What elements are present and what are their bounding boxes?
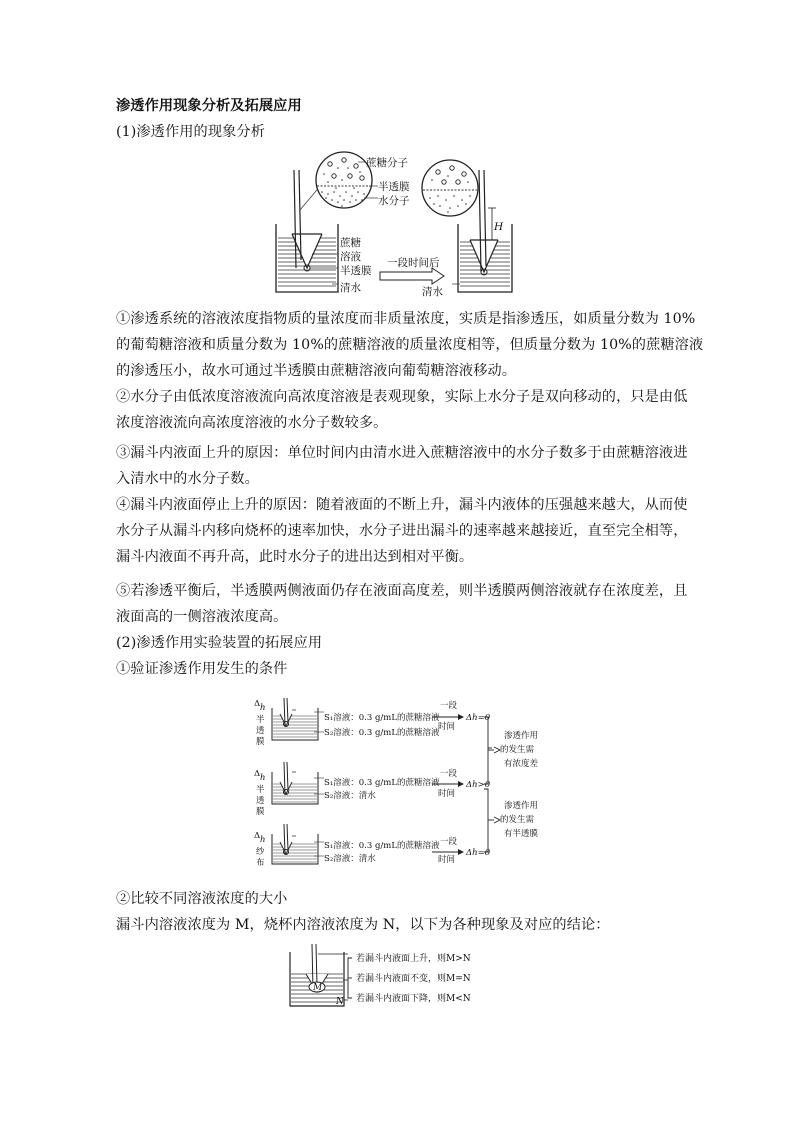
subsection-title-1: (1)渗透作用的现象分析 <box>116 124 265 140</box>
delta-2: Δ <box>254 769 261 779</box>
para4-line2: 水分子从漏斗内移向烧杯的速率加快，水分子进出漏斗的速率越来越接近，直至完全相等， <box>116 523 688 539</box>
right-magnified-view <box>422 160 478 216</box>
row2-s2: S₂溶液：清水 <box>324 791 376 801</box>
label-sucrose: 蔗糖 <box>340 237 361 249</box>
row2-time-b: 时间 <box>438 789 456 799</box>
row1-s1: S₁溶液：0.3 g/mL的蔗糖溶液 <box>324 713 440 723</box>
left-magnified-view <box>316 152 372 208</box>
para2-line1: ②水分子由低浓度溶液流向高浓度溶液是表观现象，实际上水分子是双向移动的，只是由低 <box>116 389 688 405</box>
para1-line2: 的葡萄糖溶液和质量分数为 10%的蔗糖溶液的质量浓度相等，但质量分数为 10%的蔗糖溶液 <box>116 337 704 353</box>
row1-time-a: 一段 <box>440 701 458 711</box>
row2-time-a: 一段 <box>440 769 458 779</box>
para5-line1: ⑤若渗透平衡后，半透膜两侧液面仍存在液面高度差，则半透膜两侧溶液就存在浓度差，且 <box>116 583 688 599</box>
brace-1 <box>484 717 500 784</box>
side-label-2b: 透 <box>256 796 265 806</box>
label-water-right: 清水 <box>422 286 443 298</box>
fig3-row3: 若漏斗内液面下降，则M<N <box>356 994 471 1004</box>
side-label-2c: 膜 <box>256 807 265 817</box>
row1-result: Δh=0 <box>466 713 491 723</box>
label-water-molecule: 水分子 <box>378 195 410 207</box>
fig3-row1: 若漏斗内液面上升，则M>N <box>356 954 471 964</box>
para6: 漏斗内溶液浓度为 M，烧杯内溶液浓度为 N，以下为各种现象及对应的结论： <box>116 917 610 933</box>
para1-line3: 的渗透压小，故水可通过半透膜由蔗糖溶液向葡萄糖溶液移动。 <box>116 363 517 379</box>
row2-s1: S₁溶液：0.3 g/mL的蔗糖溶液 <box>324 778 440 788</box>
section-heading: 渗透作用现象分析及拓展应用 <box>116 98 302 114</box>
row3-result: Δh=0 <box>466 848 491 858</box>
side-label-2a: 半 <box>256 785 265 795</box>
subsection-title-2: (2)渗透作用实验装置的拓展应用 <box>116 635 323 651</box>
brace-2 <box>484 789 500 852</box>
row1-s2: S₂溶液：0.3 g/mL的蔗糖溶液 <box>324 728 440 738</box>
concl1-line1: 渗透作用 <box>504 731 539 741</box>
label-height-h: H <box>494 221 504 233</box>
row3-time-a: 一段 <box>440 837 458 847</box>
para3-line2: 入清水中的水分子数。 <box>116 471 259 487</box>
subtitle-condition: ①验证渗透作用发生的条件 <box>116 661 288 677</box>
h-2: h <box>260 773 266 783</box>
side-label-1c: 膜 <box>256 737 265 747</box>
concl2-line1: 渗透作用 <box>504 801 539 811</box>
row1-time-b: 时间 <box>438 722 456 732</box>
label-sucrose-molecule: 蔗糖分子 <box>366 157 408 169</box>
para4-line1: ④漏斗内液面停止上升的原因：随着液面的不断上升，漏斗内液体的压强越来越大，从而使 <box>116 497 688 513</box>
row3-s2: S₂溶液：清水 <box>324 854 376 864</box>
time-arrow <box>380 268 444 284</box>
row3-time-b: 时间 <box>438 855 456 865</box>
label-solution: 溶液 <box>340 251 361 263</box>
apparatus-row-3 <box>272 824 318 864</box>
label-M: M <box>313 983 323 993</box>
label-membrane-top: 半透膜 <box>378 181 410 193</box>
row2-result: Δh>0 <box>466 780 491 790</box>
h-1: h <box>260 703 266 713</box>
para1-line1: ①渗透系统的溶液浓度指物质的量浓度而非质量浓度，实质是指渗透压，如质量分数为 10% <box>116 311 696 327</box>
side-label-3a: 纱 <box>256 847 265 857</box>
osmosis-conditions-figure <box>252 696 552 866</box>
concentration-compare-figure <box>288 944 508 1010</box>
label-water-left: 清水 <box>340 282 361 294</box>
concl2-line3: 有半透膜 <box>504 829 539 839</box>
side-label-1a: 半 <box>256 715 265 725</box>
side-label-3b: 布 <box>256 858 265 866</box>
label-N: N <box>336 997 344 1007</box>
apparatus-row-2 <box>272 762 318 804</box>
concl2-line2: 的发生需 <box>500 815 535 825</box>
concl1-line3: 有浓度差 <box>504 759 539 769</box>
delta-3: Δ <box>254 831 261 841</box>
para4-line3: 漏斗内液面不再升高，此时水分子的进出达到相对平衡。 <box>116 549 474 565</box>
para3-line1: ③漏斗内液面上升的原因：单位时间内由清水进入蔗糖溶液中的水分子数多于由蔗糖溶液进 <box>116 445 688 461</box>
label-membrane-bottom: 半透膜 <box>340 265 372 277</box>
concl1-line2: 的发生需 <box>500 745 535 755</box>
fig3-row2: 若漏斗内液面不变，则M=N <box>356 974 471 984</box>
osmosis-apparatus-figure <box>272 150 532 300</box>
delta-1: Δ <box>254 699 261 709</box>
para5-line2: 液面高的一侧溶液浓度高。 <box>116 609 288 625</box>
h-3: h <box>260 835 266 845</box>
apparatus-row-1 <box>272 698 318 740</box>
subtitle-compare: ②比较不同溶液浓度的大小 <box>116 891 288 907</box>
side-label-1b: 透 <box>256 726 265 736</box>
label-after-time: 一段时间后 <box>387 257 440 269</box>
row3-s1: S₁溶液：0.3 g/mL的蔗糖溶液 <box>324 841 440 851</box>
para2-line2: 浓度溶液流向高浓度溶液的水分子数较多。 <box>116 415 388 431</box>
